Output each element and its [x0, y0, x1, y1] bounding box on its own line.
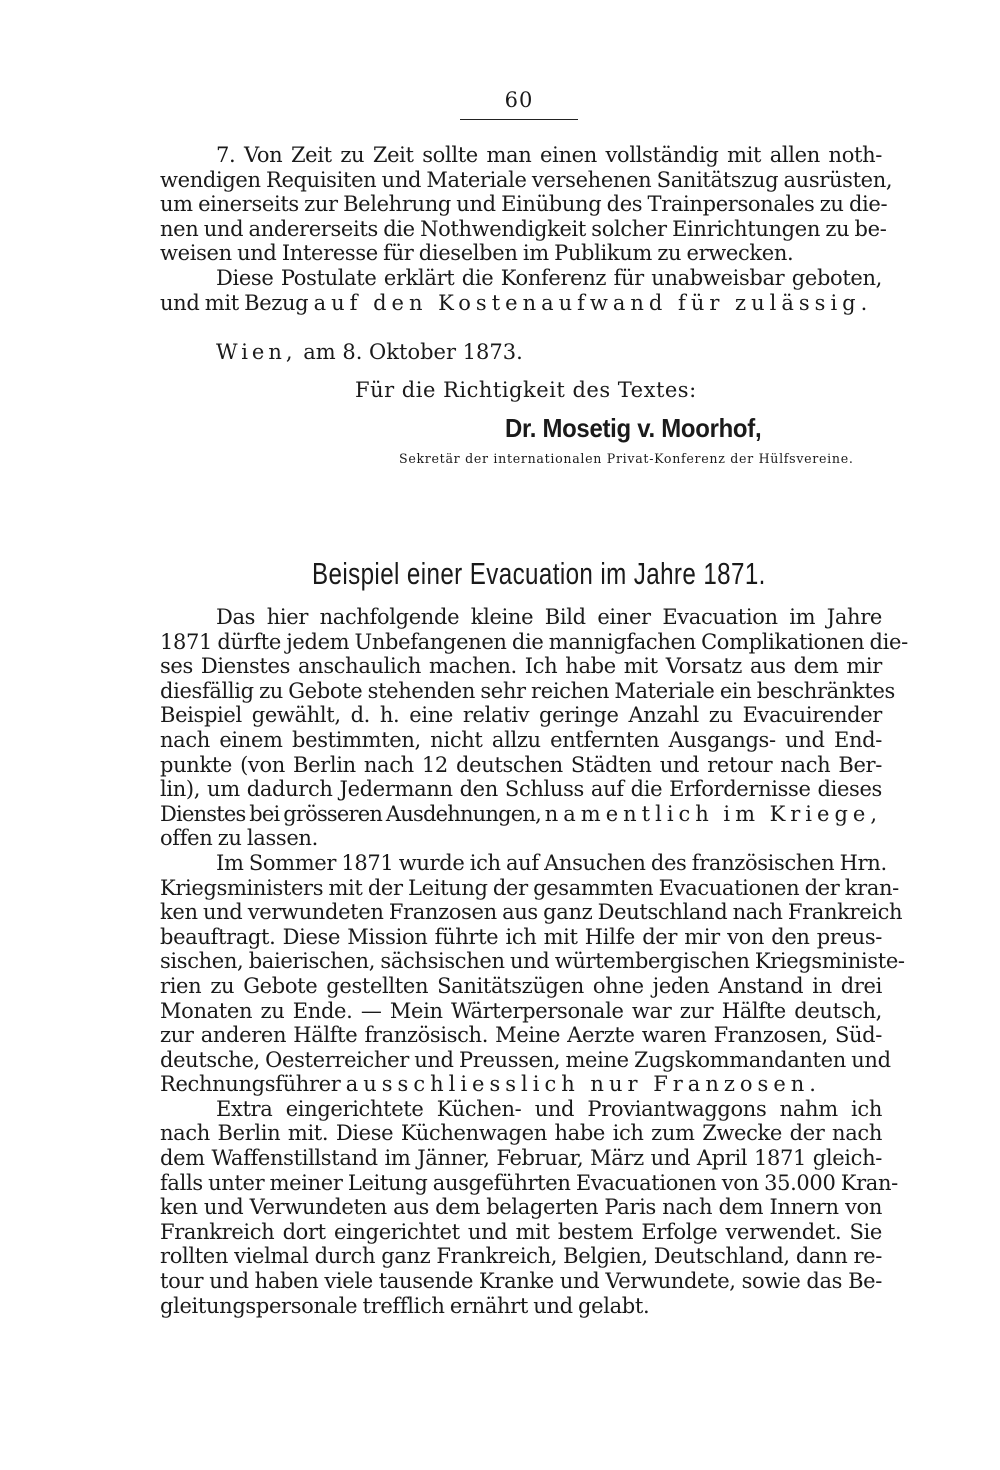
- section-heading: Beispiel einer Evacuation im Jahre 1871.: [312, 556, 766, 591]
- text-line: wendigen Requisiten und Materiale versehenen Sanitätszug ausrüsten,: [160, 167, 893, 192]
- text-line: punkte (von Berlin nach 12 deutschen Städten und retour nach Ber-: [160, 752, 882, 777]
- place: Wien,: [216, 340, 297, 364]
- text-line: nen und andererseits die Nothwendigkeit solcher Einrichtungen zu be-: [160, 216, 887, 241]
- section-body: [160, 605, 908, 1318]
- attestation: Für die Richtigkeit des Textes:: [355, 378, 697, 402]
- text-line: falls unter meiner Leitung ausgeführten Evacuationen von 35.000 Kran-: [160, 1170, 898, 1195]
- text-line: Das hier nachfolgende kleine Bild einer Evacuation im Jahre: [216, 605, 882, 629]
- text-line: diesfällig zu Gebote stehenden sehr reichen Materiale ein beschränktes: [160, 678, 895, 703]
- text-line: ken und Verwundeten aus dem belagerten Paris nach dem Innern von: [160, 1195, 882, 1220]
- text-line: rien zu Gebote gestellten Sanitätszügen ohne jeden Anstand in drei: [160, 973, 882, 998]
- text-line: lin), um dadurch Jedermann den Schluss auf die Erfordernisse dieses: [160, 777, 882, 802]
- text-line: rollten vielmal durch ganz Frankreich, Belgien, Deutschland, dann re-: [160, 1244, 882, 1269]
- text-line: Monaten zu Ende. — Mein Wärterpersonale war zur Hälfte deutsch,: [160, 998, 882, 1023]
- text-run: und mit Bezug: [160, 290, 314, 315]
- signatory-role: Sekretär der internationalen Privat-Konferenz der Hülfsvereine.: [399, 451, 854, 466]
- spaced-emphasis: auf den Kostenaufwand für zulässig.: [313, 290, 873, 315]
- text-line: nach Berlin mit. Diese Küchenwagen habe ich zum Zwecke der nach: [160, 1121, 882, 1146]
- text-line: [160, 1072, 882, 1097]
- text-line: tour und haben viele tausende Kranke und Verwundete, sowie das Be-: [160, 1269, 882, 1294]
- text-line: deutsche, Oesterreicher und Preussen, meine Zugskommandanten und: [160, 1047, 891, 1072]
- text-line: Frankreich dort eingerichtet und mit bestem Erfolge verwendet. Sie: [160, 1219, 882, 1244]
- place-date-line: [216, 340, 523, 364]
- text-line: nach einem bestimmten, nicht allzu entfernten Ausgangs- und End-: [160, 727, 882, 752]
- spaced-emphasis: namentlich im Kriege,: [544, 801, 882, 826]
- text-line: Im Sommer 1871 wurde ich auf Ansuchen des französischen Hrn.: [216, 850, 887, 875]
- text-line: zur anderen Hälfte französisch. Meine Aerzte waren Franzosen, Süd-: [160, 1023, 882, 1048]
- text-line: offen zu lassen.: [160, 826, 318, 851]
- text-run: Rechnungsführer: [160, 1072, 346, 1097]
- text-line: ses Dienstes anschaulich machen. Ich habe mit Vorsatz aus dem mir: [160, 654, 882, 679]
- text-line: gleitungspersonale trefflich ernährt und gelabt.: [160, 1293, 650, 1318]
- text-line: Kriegsministers mit der Leitung der gesammten Evacuationen der kran-: [160, 875, 899, 900]
- text-line: Diese Postulate erklärt die Konferenz für unabweisbar geboten,: [216, 265, 882, 290]
- text-line: sischen, baierischen, sächsischen und würtembergischen Kriegsministe-: [160, 949, 905, 974]
- signatory-name: Dr. Mosetig v. Moorhof,: [505, 413, 762, 443]
- resolution-point-7: [160, 143, 893, 315]
- date: am 8. Oktober 1873.: [296, 340, 523, 364]
- text-line: 7. Von Zeit zu Zeit sollte man einen vollständig mit allen noth-: [216, 143, 882, 167]
- text-line: [160, 802, 882, 827]
- spaced-emphasis: ausschliesslich nur Franzosen.: [345, 1072, 821, 1097]
- text-line: ken und verwundeten Franzosen aus ganz Deutschland nach Frankreich: [160, 900, 903, 925]
- text-line: [160, 291, 882, 316]
- text-line: weisen und Interesse für dieselben im Publikum zu erwecken.: [160, 241, 794, 266]
- text-run: Dienstes bei grösseren Ausdehnungen,: [160, 801, 545, 826]
- page-number-rule: [460, 119, 578, 120]
- text-line: Beispiel gewählt, d. h. eine relativ geringe Anzahl zu Evacuirender: [160, 703, 882, 728]
- page-number: 60: [504, 88, 534, 112]
- text-line: 1871 dürfte jedem Unbefangenen die mannigfachen Complikationen die-: [160, 629, 908, 654]
- text-line: beauftragt. Diese Mission führte ich mit Hilfe der mir von den preus-: [160, 924, 882, 949]
- text-line: dem Waffenstillstand im Jänner, Februar, März und April 1871 gleich-: [160, 1146, 882, 1171]
- text-line: um einerseits zur Belehrung und Einübung des Trainpersonales zu die-: [160, 192, 888, 217]
- text-line: Extra eingerichtete Küchen- und Proviantwaggons nahm ich: [216, 1096, 882, 1121]
